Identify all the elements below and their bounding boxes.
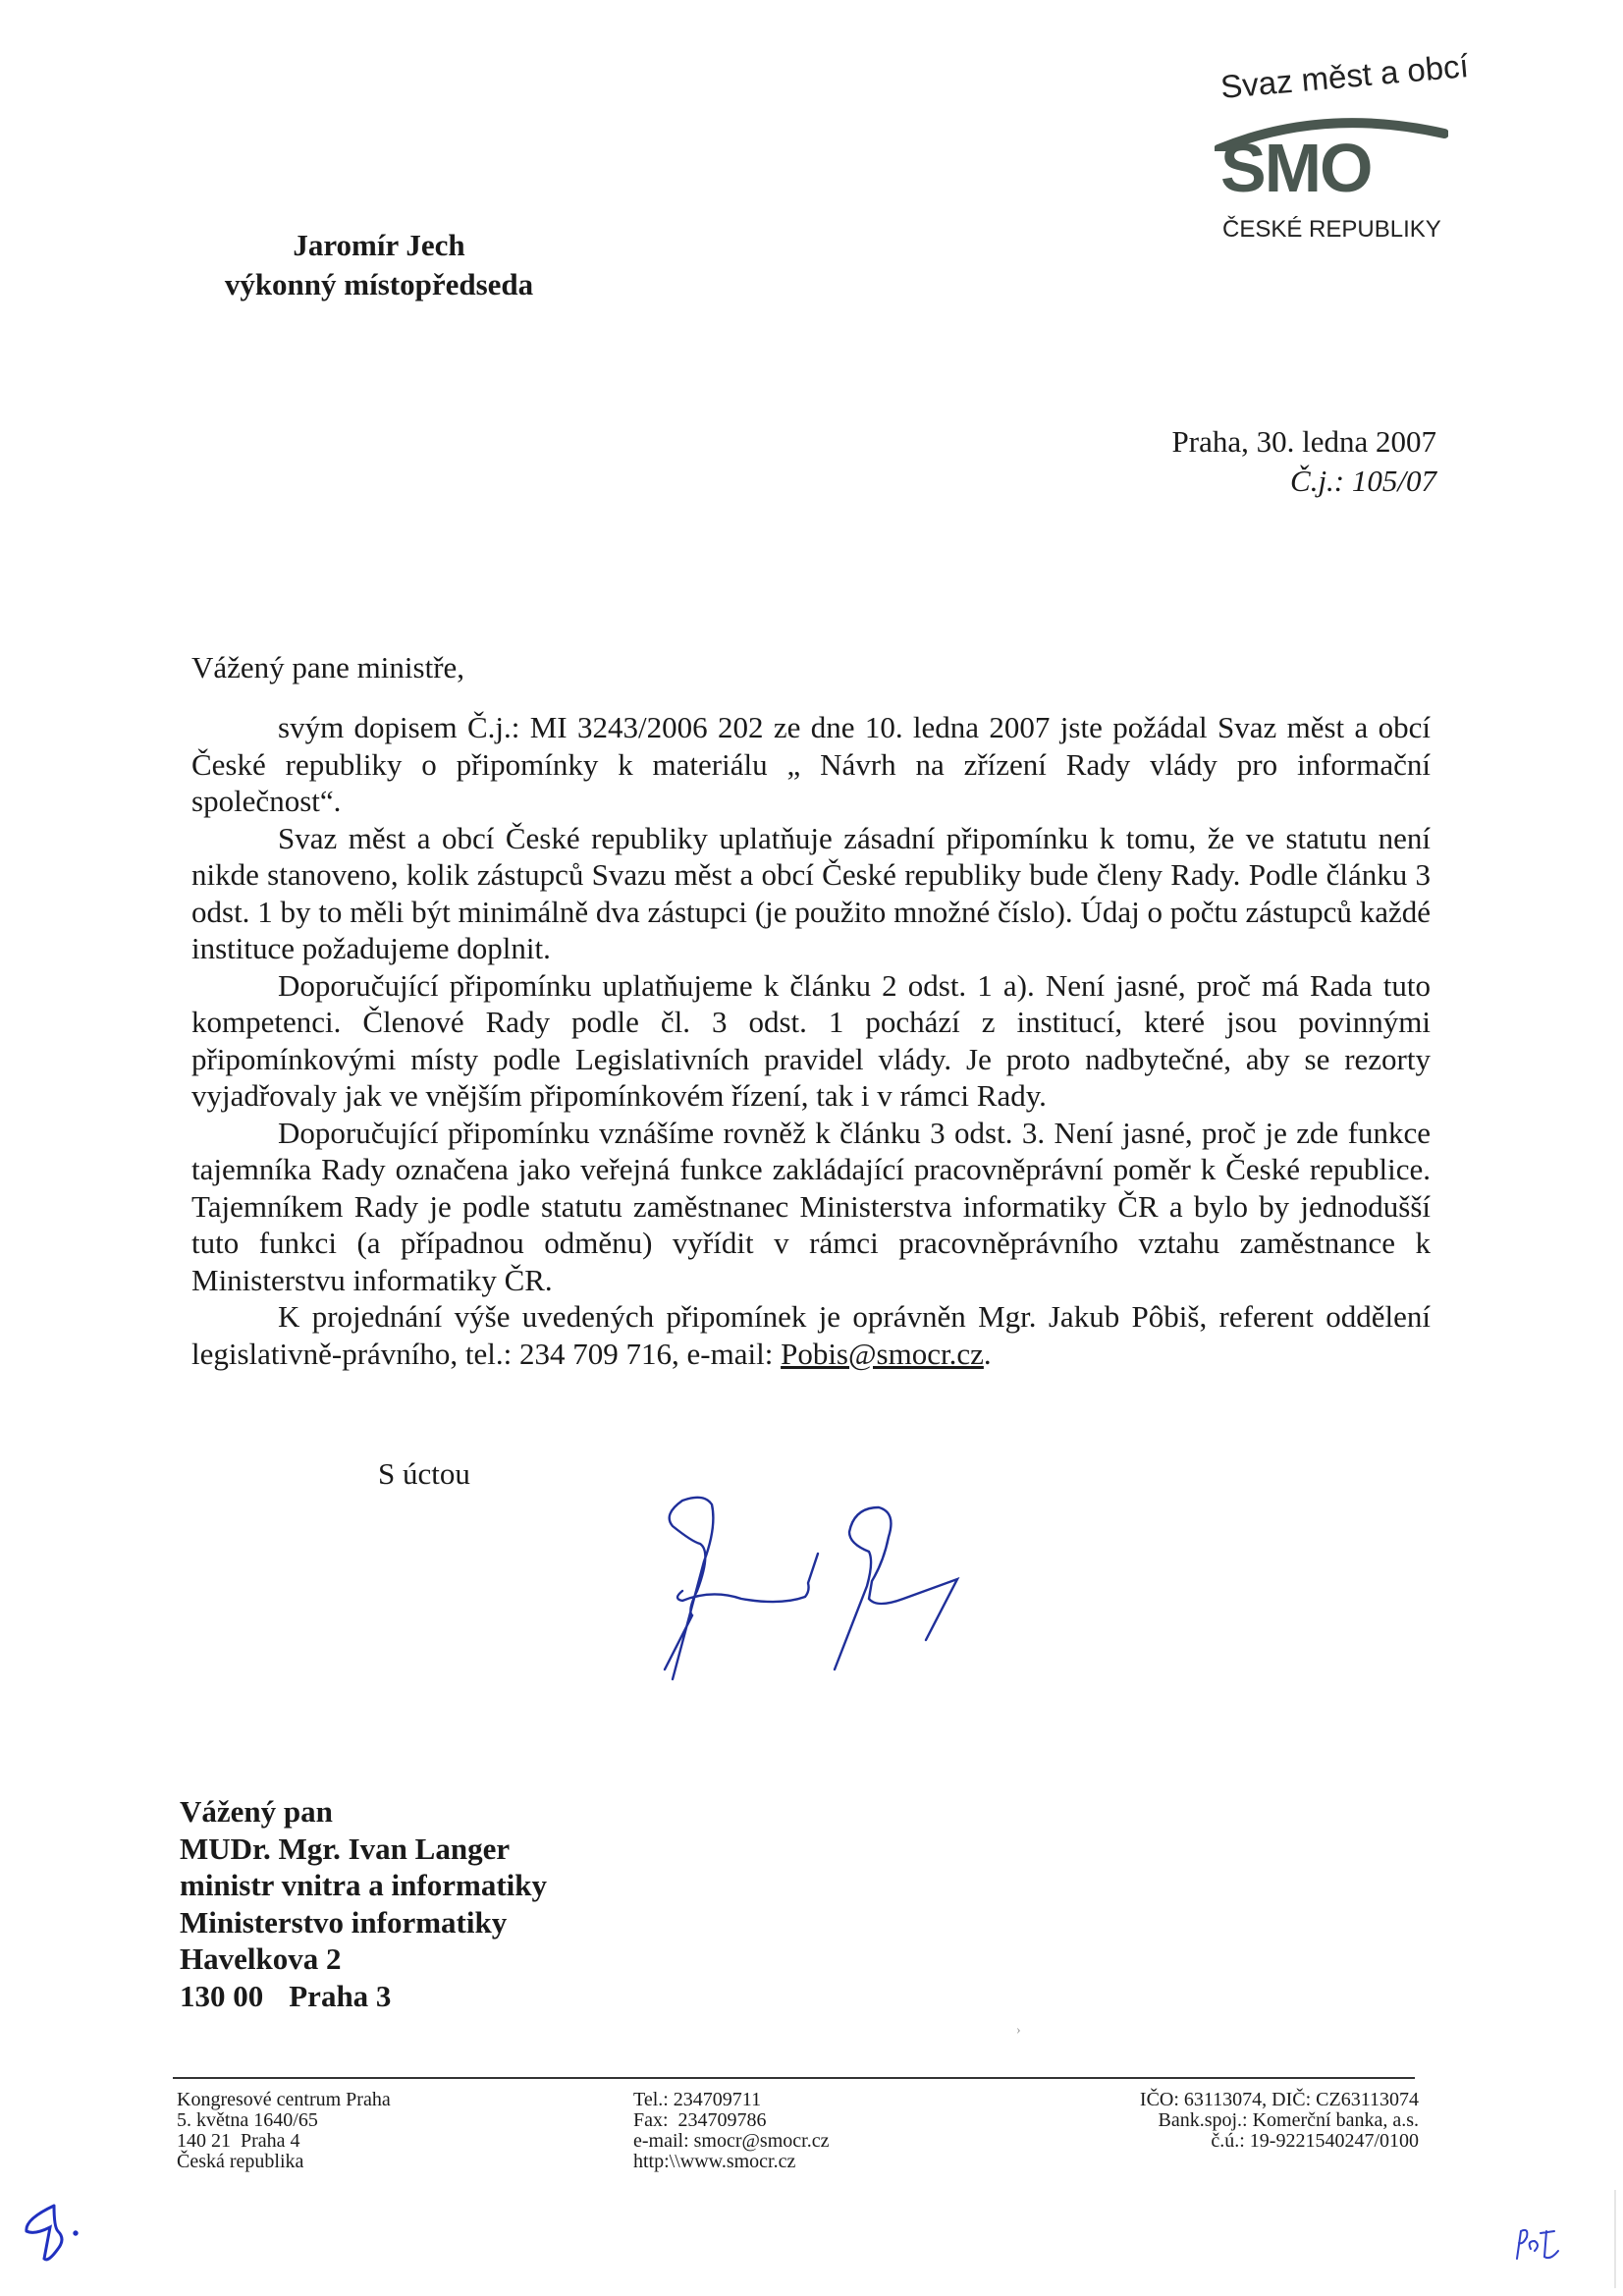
smo-logo: [1193, 47, 1488, 246]
footer-contact: [633, 2090, 829, 2172]
footer-address-line: Česká republika: [177, 2151, 304, 2172]
footer-divider: [173, 2077, 1415, 2079]
addressee-city-line: [180, 1978, 547, 2015]
handwritten-initials-icon: [1507, 2219, 1576, 2269]
contact-suffix: .: [983, 1336, 992, 1371]
footer-address-line: Kongresové centrum Praha: [177, 2089, 391, 2110]
footer-email[interactable]: e-mail: smocr@smocr.cz: [633, 2130, 830, 2152]
logo-mark: SMO: [1220, 130, 1372, 206]
sender-block: [192, 226, 566, 304]
contact-email-link[interactable]: Pobis@smocr.cz: [781, 1336, 984, 1371]
logo-bottom-text: ČESKÉ REPUBLIKY: [1222, 216, 1441, 243]
paragraph: Svaz měst a obcí České republiky uplatňuje zásadní připomínku k tomu, že ve statutu není nikde stanoveno, kolik zástupců Svazu měst a obcí České republiky bude členy Rady. Podle článku 3 odst. 1 by to měli být minimálně dva zástupci (je použito množné číslo). Údaj o počtu zástupců každé instituce požadujeme doplnit.: [191, 820, 1431, 965]
addressee-block: [180, 1793, 547, 2014]
footer-phone: Tel.: 234709711: [633, 2089, 762, 2110]
paragraph: Doporučující připomínku uplatňujeme k článku 2 odst. 1 a). Není jasné, proč má Rada tuto kompetenci. Členové Rady podle čl. 3 odst. 1 pochází z institucí, které jsou povinnými připomínkovými místy podle Legislativních pravidel vlády. Je proto nadbytečné, aby se rezorty vyjadřovaly jak ve vnějším připomínkovém řízení, tak i v rámci Rady.: [191, 967, 1431, 1113]
place-date: Praha, 30. ledna 2007: [1171, 424, 1436, 459]
addressee-greeting: Vážený pan: [180, 1794, 333, 1829]
footer-account: č.ú.: 19-9221540247/0100: [1211, 2130, 1419, 2152]
addressee-name: MUDr. Mgr. Ivan Langer: [180, 1831, 511, 1866]
addressee-title: ministr vnitra a informatiky: [180, 1868, 547, 1902]
footer-address: [177, 2090, 391, 2172]
footer-bank: Bank.spoj.: Komerční banka, a.s.: [1158, 2109, 1419, 2131]
scan-mark: ›: [1016, 2023, 1021, 2038]
sender-title: výkonný místopředseda: [224, 267, 534, 301]
reference-number: Č.j.: 105/07: [1290, 464, 1436, 498]
logo-top-text: Svaz měst a obcí: [1218, 47, 1471, 106]
salutation: Vážený pane ministře,: [191, 650, 465, 684]
paragraph: Doporučující připomínku vznášíme rovněž k článku 3 odst. 3. Není jasné, proč je zde funkce tajemníka Rady označena jako veřejná funkce zakládající pracovněprávní poměr k České republice. Tajemníkem Rady je podle statutu zaměstnanec Ministerstva informatiky ČR a bylo by jednodušší tuto funkci (a případnou odměnu) vyřídit v rámci pracovněprávního vztahu zaměstnance k Ministerstvu informatiky ČR.: [191, 1115, 1431, 1297]
footer-fax: Fax: 234709786: [633, 2109, 767, 2131]
paragraph: svým dopisem Č.j.: MI 3243/2006 202 ze dne 10. ledna 2007 jste požádal Svaz měst a obcí České republiky o připomínky k materiálu „ Návrh na zřízení Rady vlády pro informační společnost“.: [191, 710, 1431, 818]
sender-name: Jaromír Jech: [293, 228, 465, 262]
contact-paragraph: [191, 1298, 1431, 1372]
page-edge: [1614, 2190, 1616, 2288]
footer-website[interactable]: http:\\www.smocr.cz: [633, 2151, 796, 2172]
addressee-organization: Ministerstvo informatiky: [180, 1904, 508, 1940]
signature-icon: [643, 1483, 1055, 1709]
date-block: [1172, 422, 1436, 501]
handwritten-initials-icon: [15, 2200, 83, 2269]
footer-address-line: 140 21 Praha 4: [177, 2130, 300, 2152]
closing: S úctou: [378, 1456, 470, 1491]
footer-company-id: IČO: 63113074, DIČ: CZ63113074: [1139, 2089, 1419, 2110]
contact-text: K projednání výše uvedených připomínek je oprávněn Mgr. Jakub Pôbiš, referent oddělení legislativně-právního, tel.: 234 709 716, e-mail:: [191, 1299, 1431, 1371]
addressee-zip: 130 00: [180, 1978, 264, 2013]
letter-body: [191, 709, 1431, 1372]
addressee-street: Havelkova 2: [180, 1941, 342, 1976]
footer-address-line: 5. května 1640/65: [177, 2109, 318, 2131]
footer-company: [1140, 2090, 1419, 2152]
addressee-city: Praha 3: [289, 1978, 392, 2013]
